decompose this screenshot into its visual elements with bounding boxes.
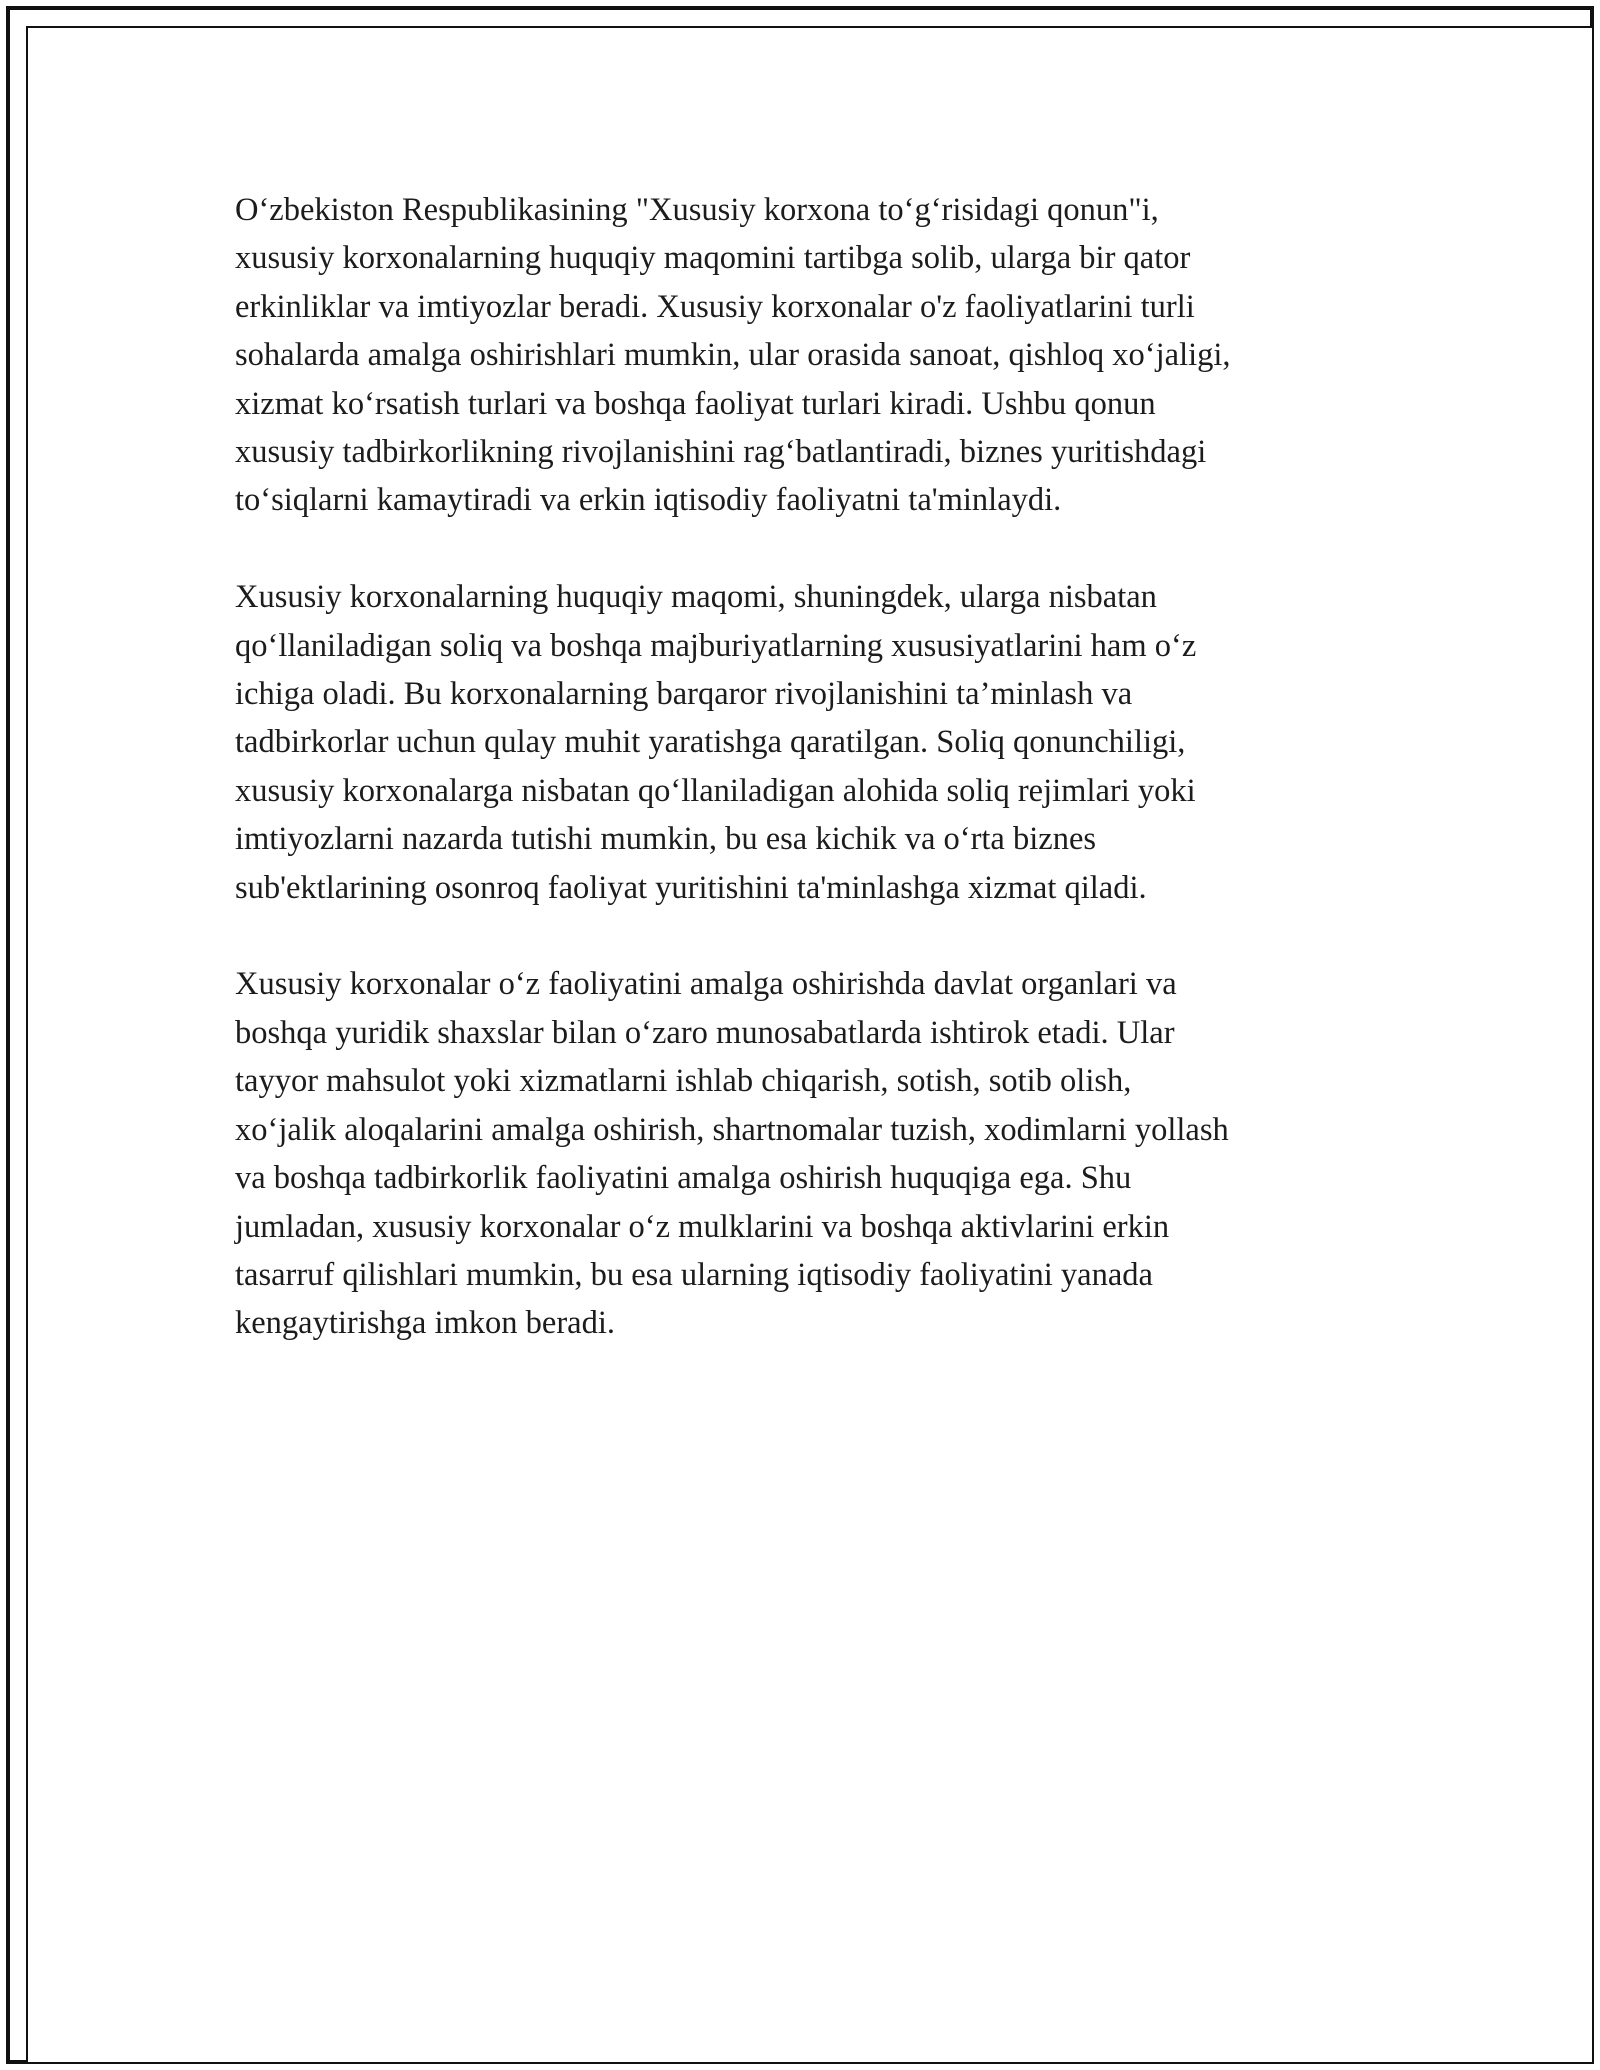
text-line: sub'ektlarining osonroq faoliyat yuritishini ta'minlashga xizmat qiladi.: [235, 869, 1147, 906]
text-line: jumladan, xususiy korxonalar o‘z mulklarini va boshqa aktivlarini erkin: [235, 1208, 1170, 1245]
text-line: xo‘jalik aloqalarini amalga oshirish, shartnomalar tuzish, xodimlarni yollash: [235, 1111, 1229, 1148]
paragraph-3: [235, 960, 1375, 1347]
text-line: O‘zbekiston Respublikasining "Xususiy korxona to‘g‘risidagi qonun"i,: [235, 192, 1159, 228]
text-line: ichiga oladi. Bu korxonalarning barqaror rivojlanishini ta’minlash va: [235, 676, 1133, 713]
text-line: erkinliklar va imtiyozlar beradi. Xususiy korxonalar o'z faoliyatlarini turli: [235, 288, 1195, 325]
text-line: to‘siqlarni kamaytiradi va erkin iqtisodiy faoliyatni ta'minlaydi.: [235, 482, 1062, 519]
text-line: imtiyozlarni nazarda tutishi mumkin, bu esa kichik va o‘rta biznes: [235, 821, 1097, 858]
text-line: tasarruf qilishlari mumkin, bu esa ularning iqtisodiy faoliyatini yanada: [235, 1256, 1153, 1293]
text-line: tayyor mahsulot yoki xizmatlarni ishlab chiqarish, sotish, sotib olish,: [235, 1063, 1132, 1100]
text-line: va boshqa tadbirkorlik faoliyatini amalga oshirish huquqiga ega. Shu: [235, 1160, 1132, 1197]
text-line: tadbirkorlar uchun qulay muhit yaratishga qaratilgan. Soliq qonunchiligi,: [235, 724, 1186, 761]
paragraph-1: [235, 186, 1375, 525]
text-line: xususiy tadbirkorlikning rivojlanishini rag‘batlantiradi, biznes yuritishdagi: [235, 434, 1207, 471]
text-line: boshqa yuridik shaxslar bilan o‘zaro munosabatlarda ishtirok etadi. Ular: [235, 1014, 1175, 1051]
text-line: xizmat ko‘rsatish turlari va boshqa faoliyat turlari kiradi. Ushbu qonun: [235, 385, 1156, 422]
text-line: xususiy korxonalarning huquqiy maqomini tartibga solib, ularga bir qator: [235, 240, 1191, 277]
paragraph-2: [235, 573, 1375, 912]
text-line: Xususiy korxonalar o‘z faoliyatini amalga oshirishda davlat organlari va: [235, 966, 1177, 1003]
text-line: kengaytirishga imkon beradi.: [235, 1305, 615, 1342]
text-line: xususiy korxonalarga nisbatan qo‘llaniladigan alohida soliq rejimlari yoki: [235, 772, 1196, 809]
text-line: sohalarda amalga oshirishlari mumkin, ular orasida sanoat, qishloq xo‘jaligi,: [235, 337, 1231, 374]
text-line: Xususiy korxonalarning huquqiy maqomi, shuningdek, ularga nisbatan: [235, 579, 1157, 616]
document-body: [235, 186, 1375, 1396]
text-line: qo‘llaniladigan soliq va boshqa majburiyatlarning xususiyatlarini ham o‘z: [235, 627, 1197, 664]
